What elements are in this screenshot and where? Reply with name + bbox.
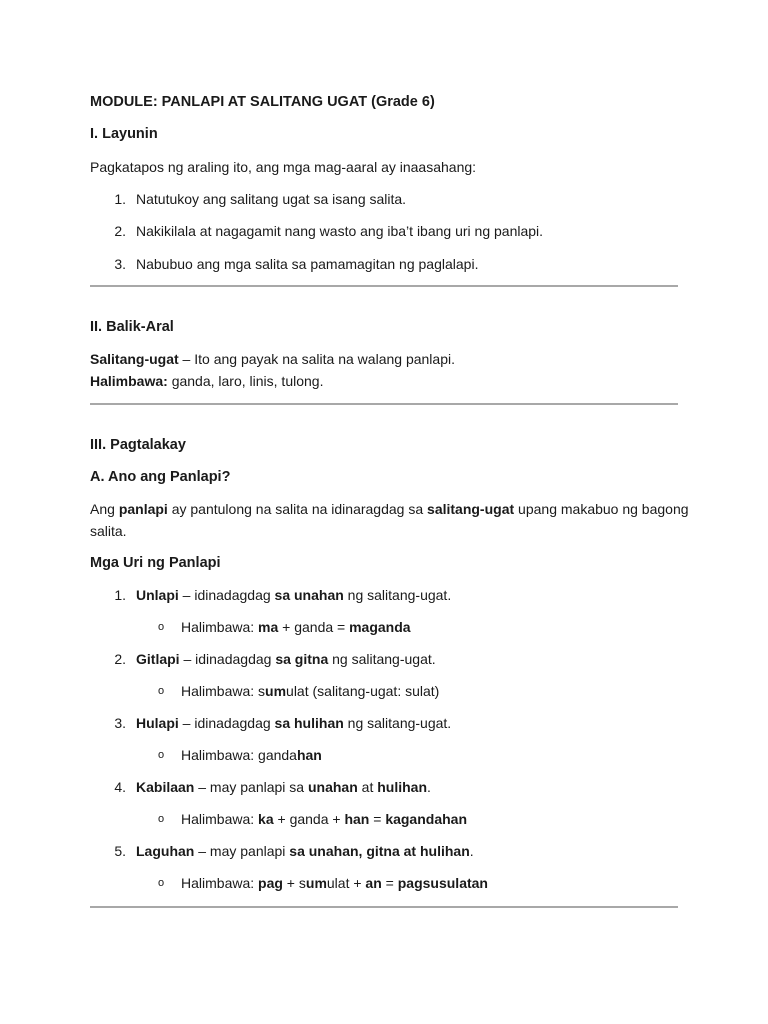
halimbawa-hulapi — [181, 745, 322, 765]
example-part: han — [296, 747, 322, 763]
example-part: ulat + — [326, 875, 366, 891]
example-part: = — [369, 811, 386, 827]
list-item-number: 2. — [114, 223, 126, 239]
bullet-icon: o — [158, 813, 165, 825]
example-part: + ganda = — [278, 619, 350, 635]
uri-gitlapi — [136, 649, 436, 669]
example-part: um — [265, 683, 287, 699]
section-heading-balik-aral: II. Balik-Aral — [90, 319, 174, 335]
uri-desc: . — [427, 779, 431, 795]
example-part: + s — [282, 875, 306, 891]
example-label: Halimbawa: — [181, 619, 259, 635]
uri-hulapi — [136, 713, 451, 733]
balik-aral-definition — [90, 349, 455, 369]
list-item-number: 1. — [114, 191, 126, 207]
uri-position: sa hulihan — [274, 715, 344, 731]
bullet-icon: o — [158, 621, 165, 633]
uri-desc: – idinadagdag — [178, 587, 275, 603]
list-item: Nabubuo ang mga salita sa pamamagitan ng paglalapi. — [136, 256, 479, 272]
layunin-intro: Pagkatapos ng araling ito, ang mga mag-aaral ay inaasahang: — [90, 159, 477, 175]
term-salitang-ugat: Salitang-ugat — [90, 351, 179, 367]
example-part: han — [344, 811, 370, 827]
bullet-icon: o — [158, 749, 165, 761]
example-label: Halimbawa: — [181, 875, 259, 891]
para-bold-salitang-ugat: salitang-ugat — [427, 501, 515, 517]
halimbawa-unlapi — [181, 617, 411, 637]
example-part: ganda — [258, 747, 297, 763]
bullet-icon: o — [158, 877, 165, 889]
uri-desc: ng salitang-ugat. — [343, 715, 452, 731]
uri-position: sa gitna — [275, 651, 329, 667]
uri-desc: – may panlapi — [194, 843, 290, 859]
example-part: ulat (salitang-ugat: sulat) — [286, 683, 440, 699]
example-text: ganda, laro, linis, tulong. — [167, 373, 324, 389]
example-part: ka — [258, 811, 274, 827]
example-part: pagsusulatan — [397, 875, 488, 891]
halimbawa-gitlapi — [181, 681, 439, 701]
section-heading-layunin: I. Layunin — [90, 126, 158, 142]
example-part: um — [305, 875, 327, 891]
uri-desc: ng salitang-ugat. — [328, 651, 436, 667]
uri-desc: – idinadagdag — [178, 715, 275, 731]
para-text: ay pantulong na salita na idinaragdag sa — [167, 501, 428, 517]
halimbawa-laguhan — [181, 873, 488, 893]
para-bold-panlapi: panlapi — [118, 501, 168, 517]
list-item-number: 3. — [114, 715, 126, 731]
example-label: Halimbawa: — [181, 683, 259, 699]
example-part: s — [258, 683, 266, 699]
panlapi-paragraph-line1 — [90, 499, 689, 519]
list-item-number: 4. — [114, 779, 126, 795]
uri-desc: ng salitang-ugat. — [343, 587, 452, 603]
list-item-number: 3. — [114, 256, 126, 272]
balik-aral-example — [90, 371, 323, 391]
uri-name: Hulapi — [136, 715, 179, 731]
uri-name: Unlapi — [136, 587, 179, 603]
bullet-icon: o — [158, 685, 165, 697]
example-label: Halimbawa: — [181, 747, 259, 763]
example-label: Halimbawa: — [181, 811, 259, 827]
example-part: kagandahan — [385, 811, 468, 827]
halimbawa-kabilaan — [181, 809, 467, 829]
uri-name: Kabilaan — [136, 779, 195, 795]
divider — [90, 285, 678, 287]
list-item: Natutukoy ang salitang ugat sa isang salita. — [136, 191, 407, 207]
uri-position: sa unahan, gitna at hulihan — [289, 843, 470, 859]
divider — [90, 906, 678, 908]
list-item-number: 5. — [114, 843, 126, 859]
uri-position: hulihan — [377, 779, 428, 795]
uri-position: unahan — [307, 779, 358, 795]
module-title: MODULE: PANLAPI AT SALITANG UGAT (Grade 6) — [90, 94, 435, 110]
example-part: maganda — [349, 619, 411, 635]
list-item: Nakikilala at nagagamit nang wasto ang iba’t ibang uri ng panlapi. — [136, 223, 544, 239]
subheading-mga-uri: Mga Uri ng Panlapi — [90, 555, 221, 571]
uri-desc: . — [469, 843, 474, 859]
subheading-ano-ang-panlapi: A. Ano ang Panlapi? — [90, 469, 231, 485]
divider — [90, 403, 678, 405]
example-label: Halimbawa: — [90, 373, 168, 389]
definition-text: – Ito ang payak na salita na walang panlapi. — [178, 351, 455, 367]
uri-desc: – idinadagdag — [179, 651, 276, 667]
para-text: Ang — [90, 501, 119, 517]
section-heading-pagtalakay: III. Pagtalakay — [90, 437, 186, 453]
example-part: an — [365, 875, 382, 891]
example-part: pag — [258, 875, 283, 891]
uri-desc: – may panlapi sa — [194, 779, 308, 795]
uri-name: Laguhan — [136, 843, 195, 859]
uri-unlapi — [136, 585, 451, 605]
panlapi-paragraph-line2: salita. — [90, 523, 127, 539]
uri-name: Gitlapi — [136, 651, 180, 667]
uri-laguhan — [136, 841, 474, 861]
list-item-number: 1. — [114, 587, 126, 603]
list-item-number: 2. — [114, 651, 126, 667]
example-part: ma — [258, 619, 279, 635]
example-part: + ganda + — [273, 811, 345, 827]
uri-position: sa unahan — [274, 587, 344, 603]
para-text: upang makabuo ng bagong — [514, 501, 689, 517]
example-part: = — [381, 875, 398, 891]
uri-kabilaan — [136, 777, 431, 797]
uri-desc: at — [357, 779, 378, 795]
